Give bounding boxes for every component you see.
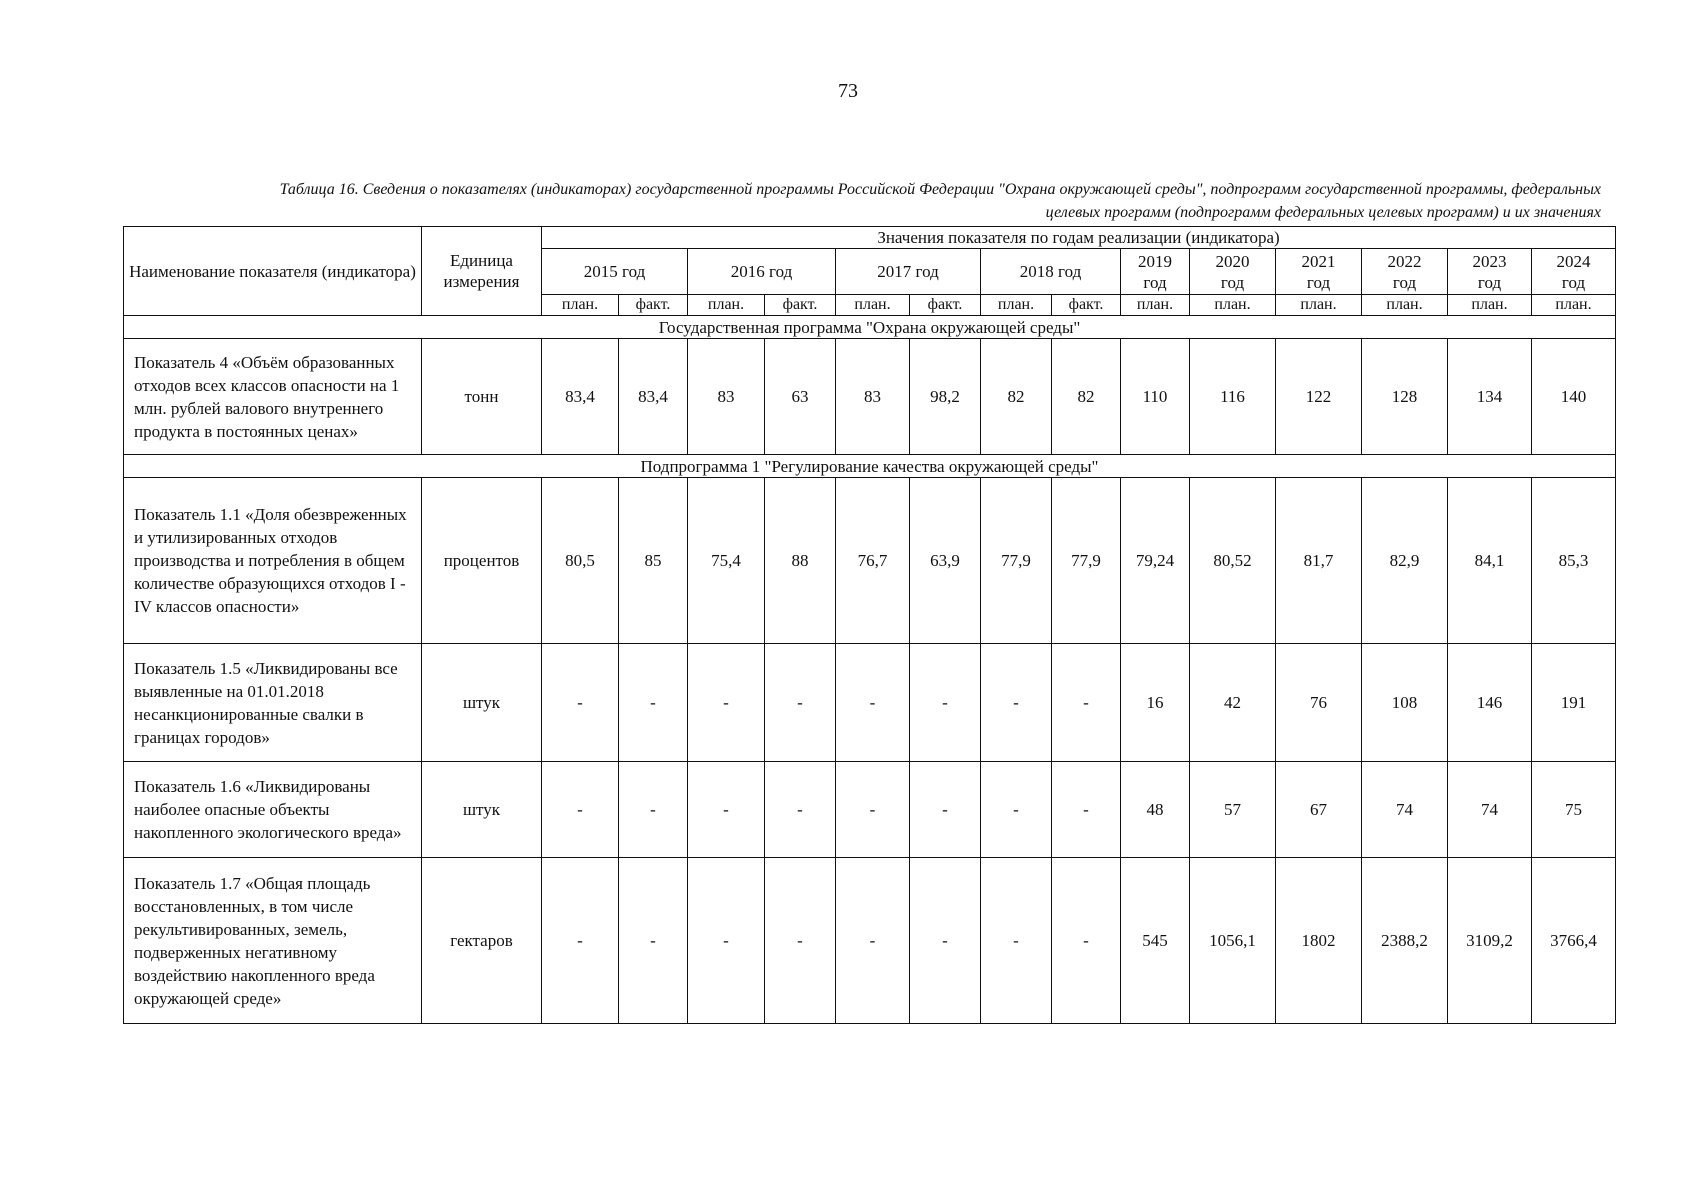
indicator-unit: тонн bbox=[422, 339, 542, 455]
indicator-value: 98,2 bbox=[910, 339, 981, 455]
indicator-value: - bbox=[1052, 644, 1121, 762]
indicator-value: 75,4 bbox=[688, 478, 765, 644]
table-row bbox=[124, 644, 1616, 762]
indicator-value: - bbox=[836, 762, 910, 858]
page-number: 73 bbox=[838, 80, 858, 102]
indicator-value: - bbox=[688, 858, 765, 1024]
indicator-unit: гектаров bbox=[422, 858, 542, 1024]
indicator-value: 545 bbox=[1121, 858, 1190, 1024]
indicator-value: - bbox=[542, 644, 619, 762]
indicator-unit: штук bbox=[422, 762, 542, 858]
indicator-value: 85 bbox=[619, 478, 688, 644]
section-title: Подпрограмма 1 "Регулирование качества окружающей среды" bbox=[124, 455, 1616, 478]
indicator-value: - bbox=[765, 858, 836, 1024]
indicators-table bbox=[123, 226, 1616, 1024]
indicator-value: 83 bbox=[688, 339, 765, 455]
indicator-value: 63,9 bbox=[910, 478, 981, 644]
indicator-value: 77,9 bbox=[981, 478, 1052, 644]
indicator-value: 140 bbox=[1532, 339, 1616, 455]
indicator-value: - bbox=[688, 762, 765, 858]
indicator-value: 1802 bbox=[1276, 858, 1362, 1024]
header-year: 2023 год bbox=[1448, 249, 1532, 295]
indicator-value: 83 bbox=[836, 339, 910, 455]
indicator-value: 82 bbox=[981, 339, 1052, 455]
indicator-value: 76,7 bbox=[836, 478, 910, 644]
header-values-group: Значения показателя по годам реализации (индикатора) bbox=[542, 227, 1616, 249]
indicator-name: Показатель 1.7 «Общая площадь восстановленных, в том числе рекультивированных, земель, подверженных негативному воздействию накопленного вреда окружающей среде» bbox=[124, 858, 422, 1024]
header-year: 2015 год bbox=[542, 249, 688, 295]
header-plan: план. bbox=[1448, 295, 1532, 316]
indicator-value: - bbox=[542, 762, 619, 858]
indicator-value: - bbox=[981, 762, 1052, 858]
header-year: 2018 год bbox=[981, 249, 1121, 295]
indicator-value: 82,9 bbox=[1362, 478, 1448, 644]
header-fact: факт. bbox=[765, 295, 836, 316]
indicator-value: - bbox=[619, 644, 688, 762]
indicator-value: 110 bbox=[1121, 339, 1190, 455]
indicator-value: - bbox=[910, 858, 981, 1024]
indicator-value: - bbox=[619, 858, 688, 1024]
header-fact: факт. bbox=[1052, 295, 1121, 316]
indicator-value: 74 bbox=[1362, 762, 1448, 858]
indicator-value: 191 bbox=[1532, 644, 1616, 762]
indicator-value: 146 bbox=[1448, 644, 1532, 762]
indicator-value: 128 bbox=[1362, 339, 1448, 455]
indicator-value: 16 bbox=[1121, 644, 1190, 762]
indicator-value: 67 bbox=[1276, 762, 1362, 858]
indicator-value: - bbox=[981, 858, 1052, 1024]
indicator-name: Показатель 1.6 «Ликвидированы наиболее опасные объекты накопленного экологического вреда» bbox=[124, 762, 422, 858]
header-year: 2022 год bbox=[1362, 249, 1448, 295]
indicator-value: 1056,1 bbox=[1190, 858, 1276, 1024]
indicator-value: - bbox=[688, 644, 765, 762]
indicator-value: 63 bbox=[765, 339, 836, 455]
indicator-value: 2388,2 bbox=[1362, 858, 1448, 1024]
header-unit: Единица измерения bbox=[422, 227, 542, 316]
indicator-value: 76 bbox=[1276, 644, 1362, 762]
indicator-value: - bbox=[1052, 858, 1121, 1024]
indicator-unit: процентов bbox=[422, 478, 542, 644]
indicator-value: - bbox=[1052, 762, 1121, 858]
header-name: Наименование показателя (индикатора) bbox=[124, 227, 422, 316]
indicator-value: 83,4 bbox=[542, 339, 619, 455]
indicator-value: 84,1 bbox=[1448, 478, 1532, 644]
table-row bbox=[124, 339, 1616, 455]
header-fact: факт. bbox=[619, 295, 688, 316]
indicator-value: 108 bbox=[1362, 644, 1448, 762]
indicator-name: Показатель 4 «Объём образованных отходов всех классов опасности на 1 млн. рублей валового внутреннего продукта в постоянных ценах» bbox=[124, 339, 422, 455]
indicator-unit: штук bbox=[422, 644, 542, 762]
header-year: 2017 год bbox=[836, 249, 981, 295]
table-caption: Таблица 16. Сведения о показателях (индикаторах) государственной программы Российской Федерации "Охрана окружающей среды", подпрограмм государственной программы, федеральных целевых программ (подпрограмм федеральных целевых программ) и их значениях bbox=[279, 181, 1601, 221]
indicator-value: - bbox=[836, 858, 910, 1024]
header-plan: план. bbox=[1362, 295, 1448, 316]
indicator-value: 88 bbox=[765, 478, 836, 644]
header-plan: план. bbox=[981, 295, 1052, 316]
indicator-value: 77,9 bbox=[1052, 478, 1121, 644]
header-plan: план. bbox=[836, 295, 910, 316]
header-plan: план. bbox=[542, 295, 619, 316]
indicator-value: 74 bbox=[1448, 762, 1532, 858]
indicator-value: 85,3 bbox=[1532, 478, 1616, 644]
header-year: 2020 год bbox=[1190, 249, 1276, 295]
indicator-value: 80,52 bbox=[1190, 478, 1276, 644]
indicator-name: Показатель 1.1 «Доля обезвреженных и утилизированных отходов производства и потребления в общем количестве образующихся отходов I - IV классов опасности» bbox=[124, 478, 422, 644]
header-year: 2016 год bbox=[688, 249, 836, 295]
indicator-value: - bbox=[765, 644, 836, 762]
indicator-value: - bbox=[836, 644, 910, 762]
indicator-value: 79,24 bbox=[1121, 478, 1190, 644]
indicator-value: 57 bbox=[1190, 762, 1276, 858]
indicator-value: - bbox=[910, 644, 981, 762]
indicator-value: 83,4 bbox=[619, 339, 688, 455]
header-year: 2019 год bbox=[1121, 249, 1190, 295]
indicator-value: 75 bbox=[1532, 762, 1616, 858]
indicator-value: - bbox=[542, 858, 619, 1024]
indicator-value: 80,5 bbox=[542, 478, 619, 644]
section-title: Государственная программа "Охрана окружающей среды" bbox=[124, 316, 1616, 339]
indicator-value: - bbox=[765, 762, 836, 858]
table-body bbox=[124, 316, 1616, 1024]
indicator-value: 122 bbox=[1276, 339, 1362, 455]
indicator-value: 3766,4 bbox=[1532, 858, 1616, 1024]
header-plan: план. bbox=[1276, 295, 1362, 316]
indicator-value: 42 bbox=[1190, 644, 1276, 762]
table-row bbox=[124, 762, 1616, 858]
header-plan: план. bbox=[1121, 295, 1190, 316]
table-row bbox=[124, 858, 1616, 1024]
header-year: 2024 год bbox=[1532, 249, 1616, 295]
header-plan: план. bbox=[1190, 295, 1276, 316]
indicator-value: 116 bbox=[1190, 339, 1276, 455]
header-plan: план. bbox=[688, 295, 765, 316]
indicator-value: 134 bbox=[1448, 339, 1532, 455]
table-row bbox=[124, 478, 1616, 644]
indicator-value: - bbox=[981, 644, 1052, 762]
indicator-value: - bbox=[619, 762, 688, 858]
header-fact: факт. bbox=[910, 295, 981, 316]
indicator-value: 82 bbox=[1052, 339, 1121, 455]
indicator-value: 81,7 bbox=[1276, 478, 1362, 644]
indicator-value: - bbox=[910, 762, 981, 858]
indicator-value: 48 bbox=[1121, 762, 1190, 858]
header-year: 2021 год bbox=[1276, 249, 1362, 295]
header-plan: план. bbox=[1532, 295, 1616, 316]
indicator-name: Показатель 1.5 «Ликвидированы все выявленные на 01.01.2018 несанкционированные свалки в границах городов» bbox=[124, 644, 422, 762]
indicator-value: 3109,2 bbox=[1448, 858, 1532, 1024]
